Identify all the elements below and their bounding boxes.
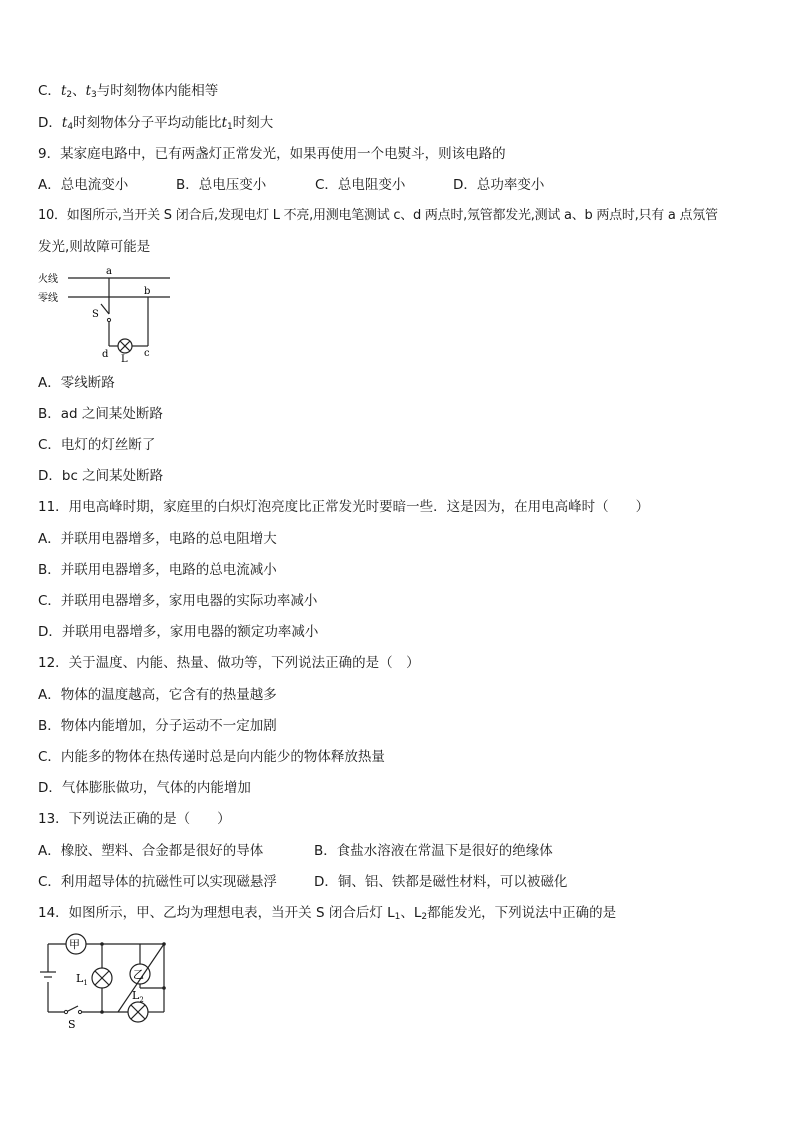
q10-option-c: C．电灯的灯丝断了 (38, 437, 156, 453)
q11-stem: 11．用电高峰时期，家庭里的白炽灯泡亮度比正常发光时要暗一些．这是因为，在用电高峰时（ ） (38, 499, 650, 515)
q11-option-d: D．并联用电器增多，家用电器的额定功率减小 (38, 624, 319, 640)
q10-stem-line1: 10．如图所示,当开关 S 闭合后,发现电灯 L 不亮,用测电笔测试 c、d 两点时,氖管都发光,测试 a、b 两点时,只有 a 点氖管 (38, 208, 718, 223)
q8-option-d: D．$t_4$时刻物体分子平均动能比$t_1$时刻大 (38, 115, 274, 132)
q10-option-d: D．bc 之间某处断路 (38, 468, 164, 484)
q12-stem: 12．关于温度、内能、热量、做功等，下列说法正确的是（ ） (38, 655, 420, 671)
q13-options-row2 (38, 873, 567, 891)
q10-option-b: B．ad 之间某处断路 (38, 406, 163, 422)
q14-stem: 14．如图所示，甲、乙均为理想电表，当开关 S 闭合后灯 $L_1$、$L_2$都能发光，下列说法中正确的是 (38, 905, 617, 922)
q13-options-row1 (38, 842, 553, 860)
q9-option-d: D．总功率变小 (453, 177, 545, 193)
q9-options (38, 176, 544, 194)
q9-stem: 9．某家庭电路中，已有两盏灯正常发光，如果再使用一个电熨斗，则该电路的 (38, 146, 506, 162)
q12-option-b: B．物体内能增加，分子运动不一定加剧 (38, 718, 277, 734)
switch-s-label: S (92, 309, 99, 320)
q11-option-a: A．并联用电器增多，电路的总电阻增大 (38, 531, 277, 547)
neutral-wire-label: 零线 (38, 293, 58, 304)
q14-circuit-figure (36, 930, 176, 1030)
switch-s-label: S (68, 1018, 76, 1030)
q10-option-a: A．零线断路 (38, 375, 115, 391)
q11-option-b: B．并联用电器增多，电路的总电流减小 (38, 562, 277, 578)
q8-option-c: C．$t_2$、$t_3$与时刻物体内能相等 (38, 83, 219, 100)
point-a-label: a (106, 266, 112, 277)
meter-1-label: 甲 (69, 938, 80, 951)
q12-option-a: A．物体的温度越高，它含有的热量越多 (38, 687, 277, 703)
q13-option-d: D．铜、铝、铁都是磁性材料，可以被磁化 (314, 874, 568, 890)
q12-option-c: C．内能多的物体在热传递时总是向内能少的物体释放热量 (38, 749, 385, 765)
q9-option-c: C．总电阻变小 (315, 177, 406, 193)
q10-stem-line2: 发光,则故障可能是 (38, 239, 151, 255)
lamp-l1-label: $L_1$ (76, 972, 88, 987)
q9-option-a: A．总电流变小 (38, 177, 129, 193)
meter-2-label: 乙 (133, 968, 144, 981)
point-c-label: c (144, 348, 150, 359)
lamp-l-label: L (121, 354, 128, 364)
live-wire-label: 火线 (38, 274, 58, 285)
point-b-label: b (144, 286, 151, 297)
q12-option-d: D．气体膨胀做功，气体的内能增加 (38, 780, 251, 796)
q13-stem: 13．下列说法正确的是（ ） (38, 811, 231, 827)
q11-option-c: C．并联用电器增多，家用电器的实际功率减小 (38, 593, 318, 609)
q10-circuit-figure (36, 264, 176, 364)
point-d-label: d (102, 349, 109, 360)
q13-option-a: A．橡胶、塑料、合金都是很好的导体 (38, 843, 264, 859)
q9-option-b: B．总电压变小 (176, 177, 267, 193)
q13-option-b: B．食盐水溶液在常温下是很好的绝缘体 (314, 843, 553, 859)
lamp-l2-label: $L_2$ (132, 989, 144, 1004)
q13-option-c: C．利用超导体的抗磁性可以实现磁悬浮 (38, 874, 277, 890)
